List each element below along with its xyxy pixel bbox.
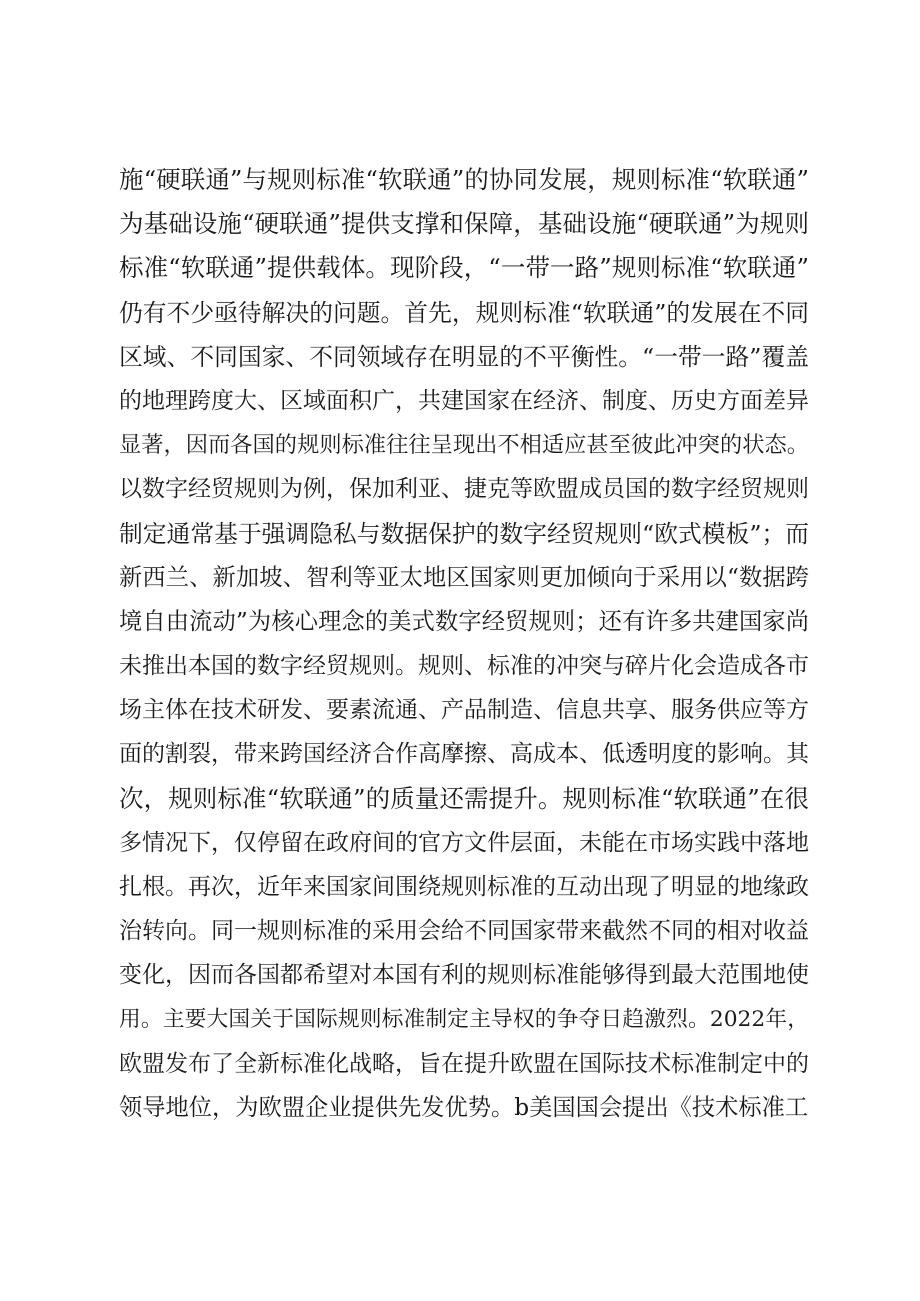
text-line: 制定通常基于强调隐私与数据保护的数字经贸规则“欧式模板”；而 [119, 519, 809, 548]
text-line: 次，规则标准“软联通”的质量还需提升。规则标准“软联通”在很 [119, 783, 809, 813]
text-line: 区域、不同国家、不同领域存在明显的不平衡性。“一带一路”覆盖 [119, 342, 809, 371]
text-line: 境自由流动”为核心理念的美式数字经贸规则；还有许多共建国家尚 [119, 607, 809, 635]
text-line: 的地理跨度大、区域面积广，共建国家在经济、制度、历史方面差异 [119, 387, 809, 414]
text-line: 仍有不少亟待解决的问题。首先，规则标准“软联通”的发展在不同 [119, 298, 809, 327]
text-line: 显著，因而各国的规则标准往往呈现出不相适应甚至彼此冲突的状态。 [119, 432, 809, 459]
text-line: 变化，因而各国都希望对本国有利的规则标准能够得到最大范围地使 [119, 962, 809, 989]
text-line: 标准“软联通”提供载体。现阶段，“一带一路”规则标准“软联通” [119, 253, 809, 283]
text-line: 场主体在技术研发、要素流通、产品制造、信息共享、服务供应等方 [119, 697, 809, 724]
text-line: 治转向。同一规则标准的采用会给不同国家带来截然不同的相对收益 [119, 918, 809, 945]
body-paragraph [119, 158, 809, 1130]
text-line: 领导地位，为欧盟企业提供先发优势。b美国国会提出《技术标准工 [119, 1093, 809, 1121]
text-line: 新西兰、新加坡、智利等亚太地区国家则更加倾向于采用以“数据跨 [119, 563, 809, 591]
text-line: 面的割裂，带来跨国经济合作高摩擦、高成本、低透明度的影响。其 [119, 741, 809, 768]
text-line: 以数字经贸规则为例，保加利亚、捷克等欧盟成员国的数字经贸规则 [119, 476, 809, 503]
text-line: 多情况下，仅停留在政府间的官方文件层面，未能在市场实践中落地 [119, 829, 809, 856]
text-line: 欧盟发布了全新标准化战略，旨在提升欧盟在国际技术标准制定中的 [119, 1050, 809, 1077]
text-line: 扎根。再次，近年来国家间围绕规则标准的互动出现了明显的地缘政 [119, 874, 809, 900]
text-line: 未推出本国的数字经贸规则。规则、标准的冲突与碎片化会造成各市 [119, 653, 809, 680]
text-line: 施“硬联通”与规则标准“软联通”的协同发展，规则标准“软联通” [119, 165, 809, 194]
text-line: 为基础设施“硬联通”提供支撑和保障，基础设施“硬联通”为规则 [119, 209, 809, 239]
text-line: 用。主要大国关于国际规则标准制定主导权的争夺日趋激烈。2022年， [119, 1006, 809, 1032]
